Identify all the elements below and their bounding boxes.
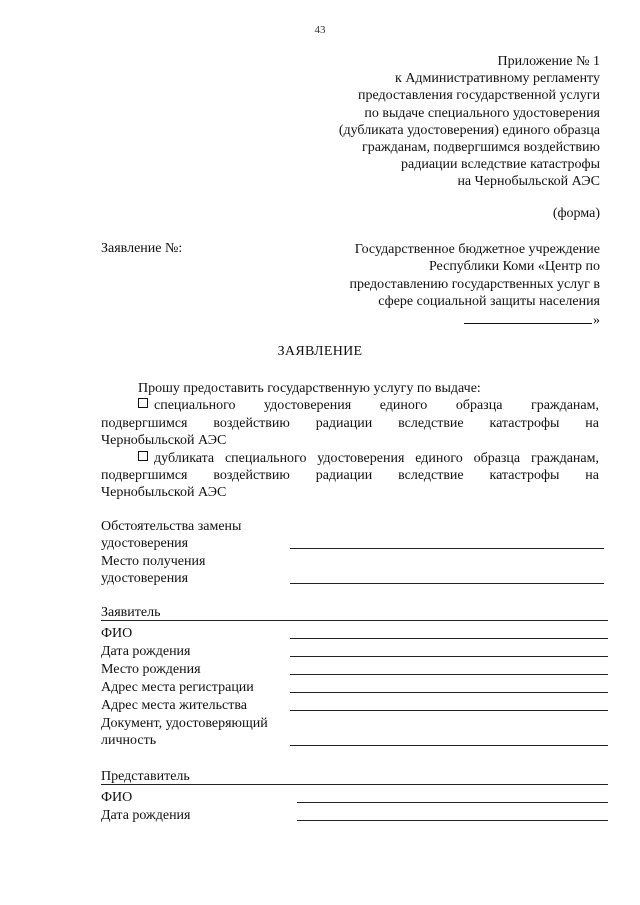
option-duplicate-text-2: подвергшимся воздействию радиации вследствие катастрофы на (101, 468, 599, 484)
recipient-branch-line (310, 311, 600, 329)
option-duplicate-text-3: Чернобыльской АЭС (101, 485, 227, 501)
request-block (101, 380, 599, 502)
option-certificate-text-1: специального удостоверения единого образца гражданам, (154, 398, 599, 414)
representative-divider (101, 784, 608, 785)
representative-name-input[interactable] (297, 802, 608, 803)
annex-line: по выдаче специального удостоверения (364, 105, 600, 121)
field-label-replacement: Обстоятельства замены удостоверения (101, 519, 242, 551)
checkbox-certificate[interactable] (138, 398, 148, 408)
checkbox-duplicate[interactable] (138, 451, 148, 461)
applicant-residence-input[interactable] (290, 710, 608, 711)
recipient-closing-quote: » (593, 312, 600, 328)
recipient-line: предоставлению государственных услуг в (349, 276, 600, 292)
form-label: (форма) (552, 206, 600, 221)
applicant-name-label: ФИО (101, 626, 133, 641)
annex-line: предоставления государственной услуги (358, 88, 600, 104)
representative-heading: Представитель (101, 769, 190, 784)
request-intro: Прошу предоставить государственную услугу по выдаче: (138, 381, 481, 396)
annex-line: (дубликата удостоверения) единого образца (338, 122, 600, 138)
representative-birth-date-input[interactable] (297, 820, 608, 821)
applicant-registration-label: Адрес места регистрации (101, 680, 254, 695)
applicant-birth-date-label: Дата рождения (101, 644, 191, 659)
option-duplicate (101, 450, 599, 502)
recipient-branch-field[interactable] (464, 311, 592, 324)
document-title: ЗАЯВЛЕНИЕ (277, 344, 363, 359)
applicant-birth-place-input[interactable] (290, 674, 608, 675)
option-certificate (101, 397, 599, 449)
applicant-birth-date-input[interactable] (290, 656, 608, 657)
applicant-identity-label: Документ, удостоверяющий личность (101, 716, 268, 748)
applicant-registration-input[interactable] (290, 692, 608, 693)
annex-line: к Административному регламенту (395, 71, 600, 87)
replacement-input[interactable] (290, 548, 604, 549)
receipt-place-input[interactable] (290, 583, 604, 584)
annex-header (300, 53, 600, 191)
application-number-label: Заявление №: (101, 241, 183, 256)
applicant-heading: Заявитель (101, 605, 161, 620)
applicant-residence-label: Адрес места жительства (101, 698, 247, 713)
recipient-line: Государственное бюджетное учреждение (354, 242, 600, 257)
annex-line: радиации вследствие катастрофы (401, 157, 600, 173)
applicant-divider (101, 620, 608, 621)
recipient-line: Республики Коми «Центр по (428, 259, 600, 275)
field-label-receipt-place: Место получения удостоверения (101, 554, 206, 586)
annex-line: на Чернобыльской АЭС (457, 174, 600, 190)
page-number: 43 (314, 24, 326, 36)
representative-birth-date-label: Дата рождения (101, 808, 191, 823)
annex-line: Приложение № 1 (497, 54, 600, 69)
option-certificate-text-2: подвергшимся воздействию радиации вследствие катастрофы на (101, 415, 599, 431)
recipient-line: сфере социальной защиты населения (378, 294, 600, 310)
option-duplicate-text-1: дубликата специального удостоверения единого образца гражданам, (154, 450, 599, 466)
applicant-identity-input[interactable] (290, 745, 608, 746)
annex-line: гражданам, подвергшимся воздействию (361, 140, 600, 156)
applicant-name-input[interactable] (290, 638, 608, 639)
applicant-birth-place-label: Место рождения (101, 662, 201, 677)
representative-name-label: ФИО (101, 790, 133, 805)
recipient-block (310, 241, 600, 329)
option-certificate-text-3: Чернобыльской АЭС (101, 433, 227, 449)
